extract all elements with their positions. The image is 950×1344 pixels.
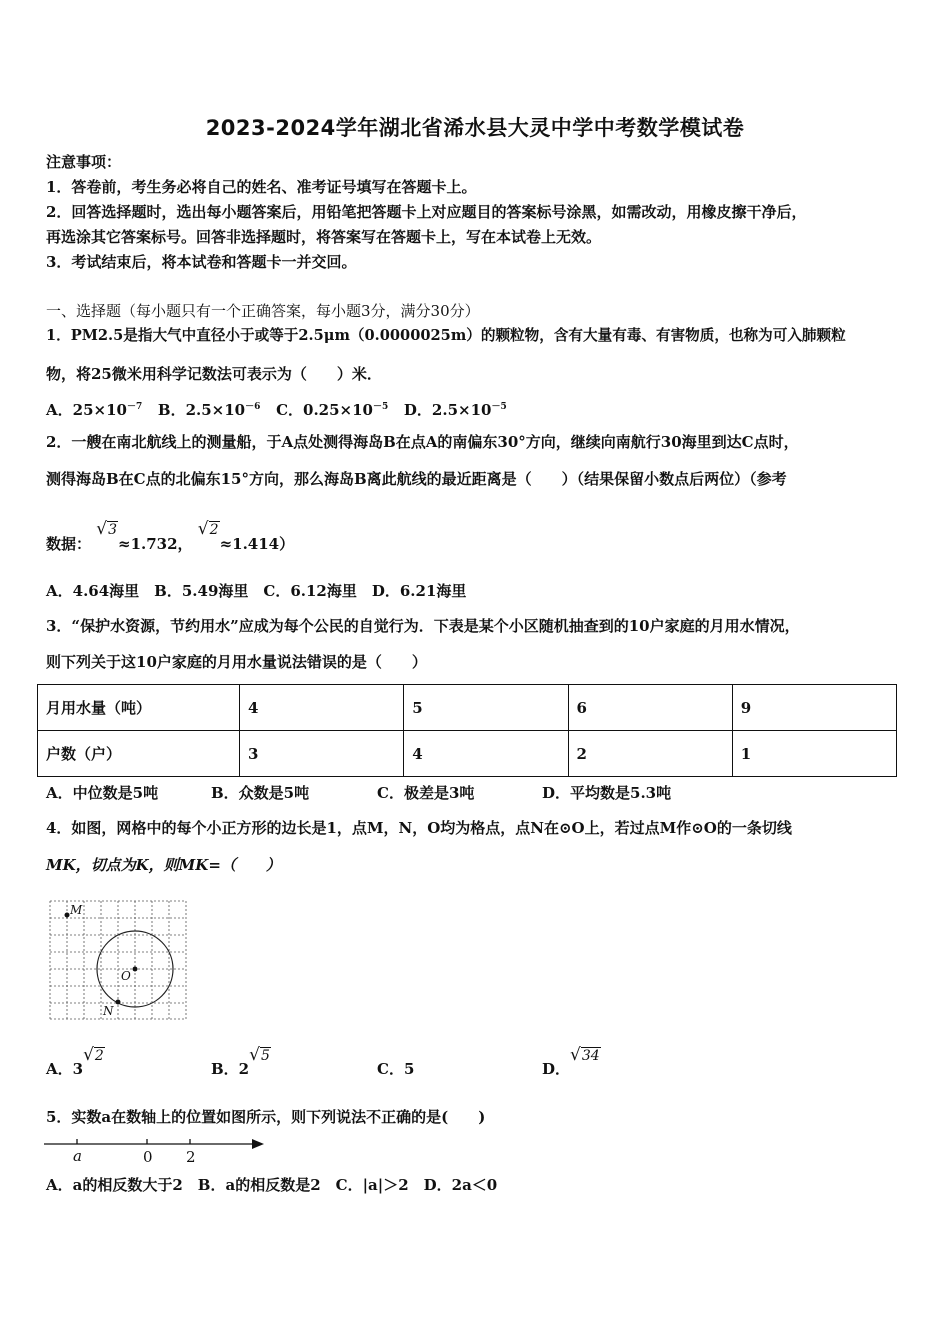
q3-option-a[interactable]: A．中位数是5吨 xyxy=(46,784,159,802)
water-usage-table xyxy=(37,684,897,777)
q3-line1: 3．“保护水资源，节约用水”应成为每个公民的自觉行为．下表是某个小区随机抽查到的10户家庭的月用水情况， xyxy=(46,617,800,635)
table-cell: 4 xyxy=(404,731,568,777)
sqrt2-expression: √2 xyxy=(197,519,219,539)
q4-option-a[interactable]: A．3√2 xyxy=(46,1045,104,1078)
point-o xyxy=(133,967,138,972)
q1-line2: 物，将25微米用科学记数法可表示为（ ）米． xyxy=(46,365,382,383)
label-o: O xyxy=(121,969,131,983)
table-row xyxy=(38,731,897,777)
point-m xyxy=(65,913,70,918)
q3-option-b[interactable]: B．众数是5吨 xyxy=(211,784,310,802)
q2-options: A．4.64海里 B．5.49海里 C．6.12海里 D．6.21海里 xyxy=(46,582,467,600)
table-cell: 9 xyxy=(732,685,896,731)
q2-line2: 测得海岛B在C点的北偏东15°方向，那么海岛B离此航线的最近距离是（ ）（结果保留小数点后两位）（参考 xyxy=(46,470,787,488)
q1-option-d[interactable]: D．$2.5\times 10^{-5}$ xyxy=(403,401,507,419)
q5-line1: 5．实数a在数轴上的位置如图所示，则下列说法不正确的是( ) xyxy=(46,1108,486,1126)
q4-option-b[interactable]: B．2√5 xyxy=(211,1045,270,1078)
table-cell: 3 xyxy=(240,731,404,777)
q3-option-c[interactable]: C．极差是3吨 xyxy=(377,784,475,802)
label-m: M xyxy=(70,903,83,917)
number-line-figure xyxy=(42,1134,268,1168)
q1-line1: 1．PM2.5是指大气中直径小于或等于2.5μm（0.0000025m）的颗粒物，含有大量有毒、有害物质，也称为可入肺颗粒 xyxy=(46,327,846,344)
arrow-right-icon xyxy=(252,1139,264,1149)
q3-line2: 则下列关于这10户家庭的月用水量说法错误的是（ ） xyxy=(46,653,427,671)
q4-line2: MK，切点为K，则MK=（ ） xyxy=(46,856,281,874)
notice-item-2-cont: 再选涂其它答案标号。回答非选择题时，将答案写在答题卡上，写在本试卷上无效。 xyxy=(46,228,602,246)
q4-option-c[interactable]: C．5 xyxy=(377,1060,415,1078)
label-two: 2 xyxy=(186,1148,196,1166)
notice-item-3: 3．考试结束后，将本试卷和答题卡一并交回。 xyxy=(46,253,357,271)
label-n: N xyxy=(103,1004,114,1018)
notice-heading: 注意事项： xyxy=(46,153,122,171)
point-n xyxy=(116,1000,121,1005)
table-cell: 户数（户） xyxy=(38,731,240,777)
q2-line1: 2．一艘在南北航线上的测量船，于A点处测得海岛B在点A的南偏东30°方向，继续向南航行30海里到达C点时， xyxy=(46,433,799,451)
table-cell: 4 xyxy=(240,685,404,731)
notice-item-1: 1．答卷前，考生务必将自己的姓名、准考证号填写在答题卡上。 xyxy=(46,178,477,196)
label-a: a xyxy=(73,1147,82,1165)
table-row xyxy=(38,685,897,731)
q1-option-b[interactable]: B．$2.5\times 10^{-6}$ xyxy=(157,401,261,419)
table-cell: 月用水量（吨） xyxy=(38,685,240,731)
notice-item-2: 2．回答选择题时，选出每小题答案后，用铅笔把答题卡上对应题目的答案标号涂黑，如需改动，用橡皮擦干净后， xyxy=(46,203,807,221)
label-zero: 0 xyxy=(143,1148,153,1166)
table-cell: 6 xyxy=(568,685,732,731)
q4-option-d[interactable]: D．√34 xyxy=(542,1045,600,1078)
q2-reference-data: 数据： √3≈1.732， √2≈1.414） xyxy=(46,519,295,553)
grid-circle-figure xyxy=(47,898,189,1022)
q3-option-d[interactable]: D．平均数是5.3吨 xyxy=(542,784,672,802)
q1-options xyxy=(46,398,507,419)
section-heading: 一、选择题（每小题只有一个正确答案，每小题3分，满分30分） xyxy=(46,302,480,320)
table-cell: 1 xyxy=(732,731,896,777)
page-title: 2023-2024学年湖北省浠水县大灵中学中考数学模试卷 xyxy=(205,116,745,140)
q5-options: A．a的相反数大于2 B．a的相反数是2 C．|a|＞2 D．2a＜0 xyxy=(46,1176,498,1194)
q4-line1: 4．如图，网格中的每个小正方形的边长是1，点M，N，O均为格点，点N在⊙O上，若过点M作⊙O的一条切线 xyxy=(46,819,792,837)
q1-option-c[interactable]: C．$0.25\times 10^{-5}$ xyxy=(276,401,389,419)
q1-option-a[interactable]: A．$25\times 10^{-7}$ xyxy=(46,401,143,419)
table-cell: 2 xyxy=(568,731,732,777)
table-cell: 5 xyxy=(404,685,568,731)
sqrt3-expression: √3 xyxy=(96,519,118,539)
